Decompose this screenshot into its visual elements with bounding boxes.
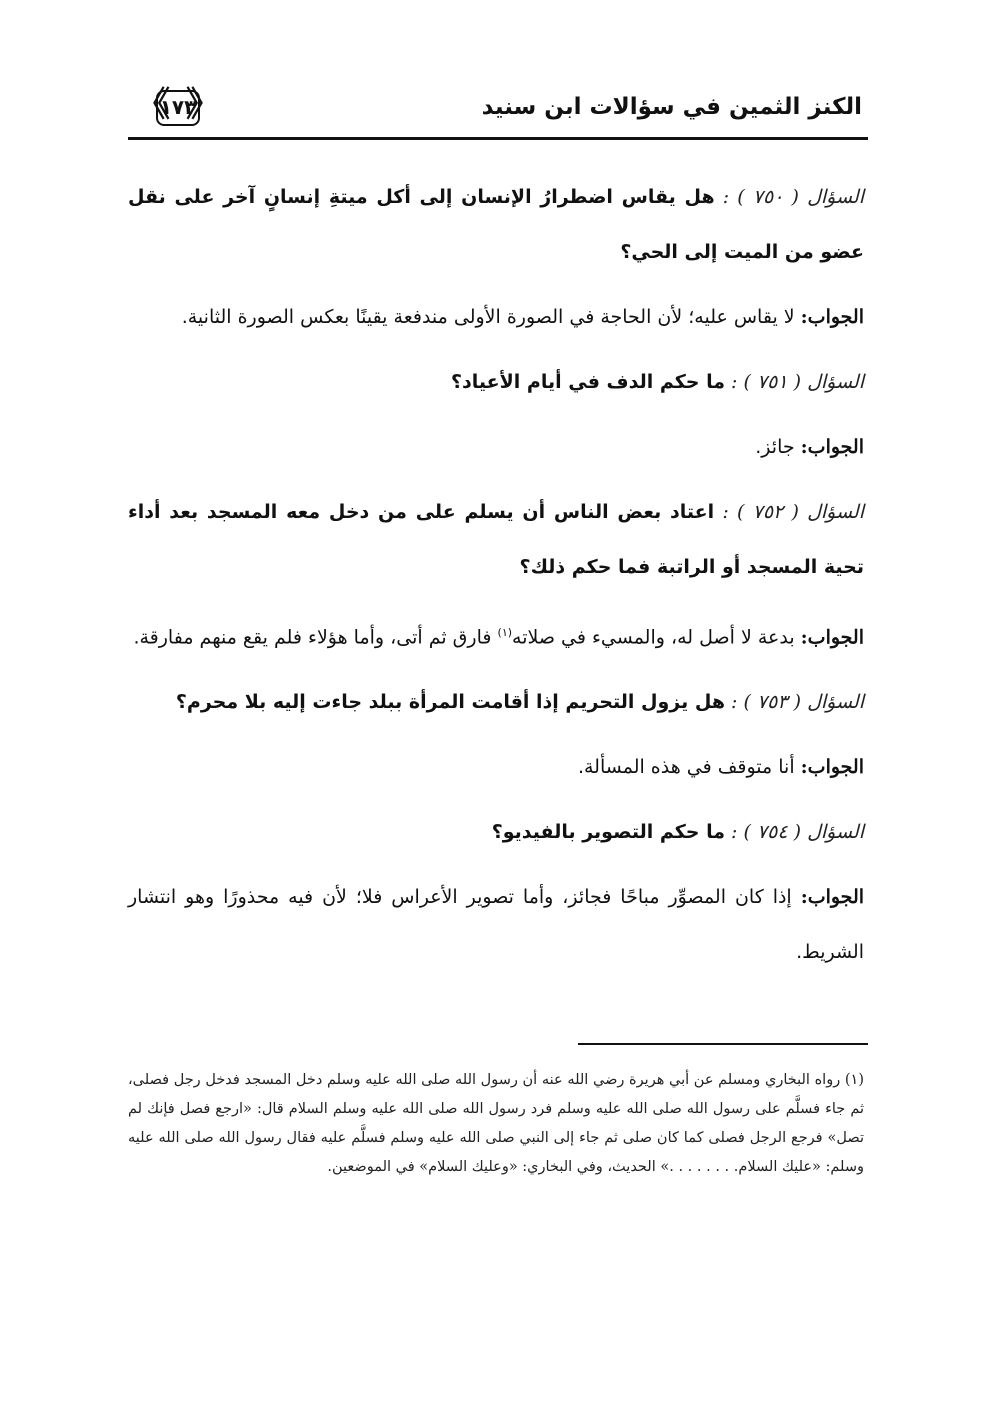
book-title: الكنز الثمين في سؤالات ابن سنيد [481, 94, 862, 120]
question-label: السؤال ( ٧٥١ ) : [731, 371, 864, 393]
answer-text: لا يقاس عليه؛ لأن الحاجة في الصورة الأولى مندفعة يقينًا بعكس الصورة الثانية. [181, 306, 795, 328]
answer-751 [128, 420, 864, 475]
question-text: ما حكم التصوير بالفيديو؟ [491, 821, 725, 844]
answer-text-before-note: بدعة لا أصل له، والمسيء في صلاته [512, 626, 795, 649]
answer-750 [128, 290, 864, 345]
footnote-1: (١) رواه البخاري ومسلم عن أبي هريرة رضي الله عنه أن رسول الله صلى الله عليه وسلم دخل المسجد فدخل رجل فصلى، ثم جاء فسلَّم على رسول الله صلى الله عليه وسلم فرد رسول الله صلى الله عليه وسلم السلام قال: «ارجع فصل فإنك لم تصل» فرجع الرجل فصلى كما كان صلى ثم جاء إلى النبي صلى الله عليه وسلم فسلَّم عليه فقال رسول الله صلى الله عليه وسلم: «عليك السلام. . . . . . . .» الحديث، وفي البخاري: «وعليك السلام» في الموضعين. [128, 1072, 864, 1175]
footnote-divider [578, 1043, 868, 1045]
question-751 [128, 355, 864, 410]
question-text: هل يقاس اضطرارُ الإنسان إلى أكل ميتةِ إنسانٍ آخر على نقل عضو من الميت إلى الحي؟ [128, 186, 864, 263]
answer-label: الجواب: [800, 626, 864, 649]
question-label: السؤال ( ٧٥٣ ) : [731, 691, 864, 714]
answer-text: أنا متوقف في هذه المسألة. [577, 756, 795, 779]
answer-752 [128, 605, 864, 665]
answer-text-after-note: فارق ثم أتى، وأما هؤلاء فلم يقع منهم مفارقة. [133, 626, 492, 649]
question-text: هل يزول التحريم إذا أقامت المرأة ببلد جاءت إليه بلا محرم؟ [175, 691, 725, 714]
question-text: اعتاد بعض الناس أن يسلم على من دخل معه المسجد بعد أداء تحية المسجد أو الراتبة فما حكم ذلك؟ [128, 501, 864, 578]
answer-text: إذا كان المصوِّر مباحًا فجائز، وأما تصوير الأعراس فلا؛ لأن فيه محذورًا وهو انتشار الشريط. [128, 886, 864, 964]
question-754 [128, 805, 864, 860]
question-753 [128, 675, 864, 730]
question-label: السؤال ( ٧٥٢ ) : [722, 501, 864, 523]
answer-label: الجواب: [800, 886, 865, 909]
question-label: السؤال ( ٧٥٤ ) : [731, 821, 864, 844]
answer-753 [128, 740, 864, 795]
page-number-badge [136, 84, 220, 130]
header-divider [128, 137, 868, 140]
answer-label: الجواب: [800, 436, 864, 458]
answer-label: الجواب: [800, 756, 864, 779]
ornament-bracket-right: 》 [186, 85, 220, 125]
footnote-reference[interactable]: (١) [497, 626, 513, 639]
answer-label: الجواب: [800, 306, 864, 328]
answer-text: جائز. [755, 436, 795, 458]
question-752 [128, 485, 864, 595]
page-number: ١٧٣ [156, 90, 200, 126]
question-750 [128, 170, 864, 280]
ornament-bracket-left: 《 [136, 85, 170, 125]
question-label: السؤال ( ٧٥٠ ) : [722, 186, 864, 208]
question-text: ما حكم الدف في أيام الأعياد؟ [451, 371, 725, 393]
answer-754 [128, 870, 864, 980]
qa-content [128, 170, 864, 990]
page-header [128, 84, 868, 140]
